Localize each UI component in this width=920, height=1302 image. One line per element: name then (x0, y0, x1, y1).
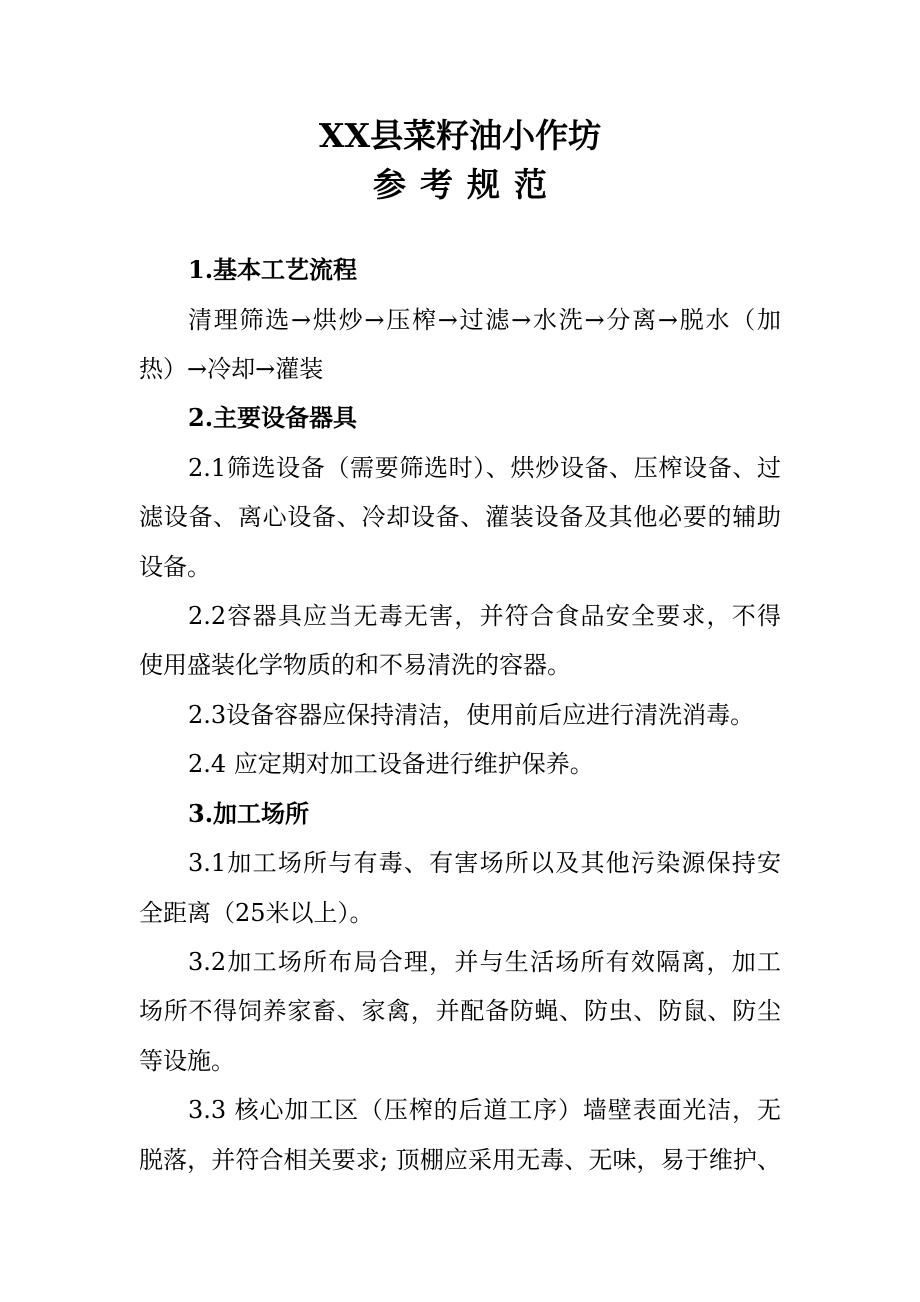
paragraph-line: 2.2容器具应当无毒无害，并符合食品安全要求，不得 (188, 602, 781, 630)
paragraph-line: 2.4 应定期对加工设备进行维护保养。 (188, 750, 594, 778)
paragraph-line: 3.2加工场所布局合理，并与生活场所有效隔离，加工 (188, 948, 781, 976)
section-heading-2: 2.主要设备器具 (188, 403, 358, 432)
paragraph-line: 2.1筛选设备（需要筛选时）、烘炒设备、压榨设备、过 (188, 454, 781, 482)
paragraph-line: 等设施。 (139, 1047, 235, 1075)
paragraph-line: 设备。 (139, 553, 211, 581)
paragraph-line: 热）→冷却→灌装 (139, 355, 324, 383)
document-title: XX县菜籽油小作坊 (318, 116, 602, 155)
paragraph-line: 2.3设备容器应保持清洁，使用前后应进行清洗消毒。 (188, 701, 755, 729)
section-heading-3: 3.加工场所 (188, 799, 310, 828)
paragraph-line: 场所不得饲养家畜、家禽，并配备防蝇、防虫、防鼠、防尘 (139, 997, 781, 1025)
paragraph-line: 脱落，并符合相关要求; 顶棚应采用无毒、无味，易于维护、 (139, 1146, 781, 1174)
paragraph-line: 全距离（25米以上）。 (139, 899, 374, 927)
paragraph-line: 使用盛装化学物质的和不易清洗的容器。 (139, 651, 571, 679)
paragraph-line: 滤设备、离心设备、冷却设备、灌装设备及其他必要的辅助 (139, 503, 781, 531)
paragraph-line: 清理筛选→烘炒→压榨→过滤→水洗→分离→脱水（加 (188, 306, 781, 334)
section-heading-1: 1.基本工艺流程 (188, 255, 358, 284)
paragraph-line: 3.1加工场所与有毒、有害场所以及其他污染源保持安 (188, 849, 781, 877)
document-subtitle: 参考规范 (373, 165, 561, 204)
paragraph-line: 3.3 核心加工区（压榨的后道工序）墙壁表面光洁，无 (188, 1096, 781, 1124)
